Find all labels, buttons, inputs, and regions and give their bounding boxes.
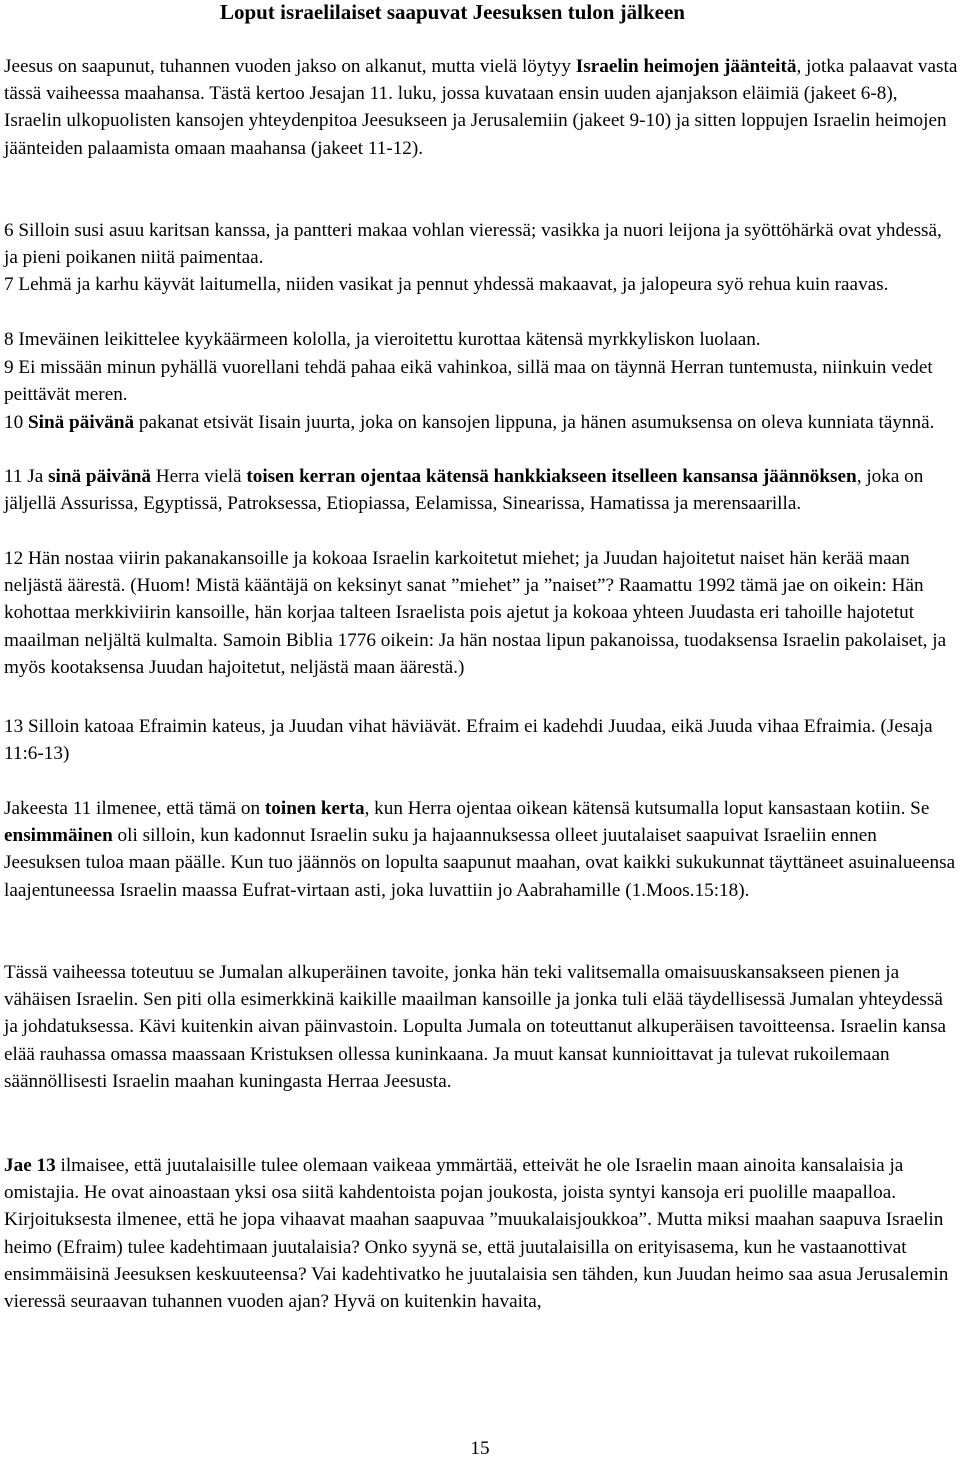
verse-9 (4, 354, 958, 408)
text-span: , jotka palaavat vasta tässä vaiheessa maahansa. Tästä kertoo Jesajan 11. luku, jossa kuvataan ensin uuden ajanjakson eläimiä (jakeet 6-8), Israelin ulkopuolisten kansojen yhteydenpitoa Jeesukseen ja Jerusalemiin (jakeet 9-10) ja sitten loppujen Israelin heimojen jäänteiden palaamista omaan maahansa (jakeet 11-12). (4, 56, 958, 159)
text-span: Herra vielä (150, 466, 247, 487)
text-span: , kun Herra ojentaa oikean kätensä kutsumalla loput kansastaan kotiin. Se (364, 798, 930, 819)
text-span: 8 Imeväinen leikittelee kyykäärmeen kololla, ja vieroitettu kurottaa kätensä myrkkyliskon luolaan. (4, 329, 761, 350)
text-span: 6 Silloin susi asuu karitsan kanssa, ja pantteri makaa vohlan vieressä; vasikka ja nuori leijona ja syöttöhärkä ovat yhdessä, ja pieni poikanen niitä paimentaa. (4, 220, 942, 269)
verse-6 (4, 217, 958, 271)
intro-paragraph (4, 53, 958, 162)
verse-10 (4, 409, 958, 436)
text-span: pakanat etsivät Iisain juurta, joka on kansojen lippuna, ja hänen asumuksensa on oleva kunniata täynnä. (134, 412, 935, 433)
text-span: 10 (4, 412, 28, 433)
page-number: 15 (470, 1438, 490, 1459)
text-span: 7 Lehmä ja karhu käyvät laitumella, niiden vasikat ja pennut yhdessä makaavat, ja jalopeura syö rehua kuin raavas. (4, 274, 889, 295)
text-span: Tässä vaiheessa toteutuu se Jumalan alkuperäinen tavoite, jonka hän teki valitsemalla omaisuuskansakseen pienen ja vähäisen Israelin. Sen piti olla esimerkkinä kaikille maailman kansoille ja jonka tuli elää täydellisessä Jumalan yhteydessä ja johdatuksessa. Kävi kuitenkin aivan päinvastoin. Lopulta Jumala on toteuttanut alkuperäisen tavoitteensa. Israelin kansa elää rauhassa omassa maassaan Kristuksen ollessa kuninkaana. Ja muut kansat kunnioittavat ja tulevat rukoilemaan säännöllisesti Israelin maahan kuningasta Herraa Jeesusta. (4, 962, 947, 1092)
verse-11 (4, 463, 958, 517)
commentary-paragraph-1 (4, 795, 958, 904)
text-span: 12 Hän nostaa viirin pakanakansoille ja kokoaa Israelin karkoitetut miehet; ja Juudan hajoitetut naiset hän kerää maan neljästä äärestä. (Huom! Mistä kääntäjä on keksinyt sanat ”miehet” ja ”naiset”? Raamattu 1992 tämä jae on oikein: Hän kohottaa merkkiviirin kansoille, hän korjaa talteen Israelista pois ajetut ja kokoaa yhteen Juudasta eri tahoille hajotetut maailman neljältä kulmalta. Samoin Biblia 1776 oikein: Ja hän nostaa lipun pakanoissa, tuodaksensa Israelin pakolaiset, ja myös kootaksensa Juudan hajoitetut, neljästä maan äärestä.) (4, 548, 947, 678)
bold-text-span: ensimmäinen (4, 825, 113, 847)
text-span: 9 Ei missään minun pyhällä vuorellani tehdä pahaa eikä vahinkoa, sillä maa on täynnä Herran tuntemusta, niinkuin vedet peittävät meren. (4, 357, 933, 406)
text-span: ilmaisee, että juutalaisille tulee olemaan vaikeaa ymmärtää, etteivät he ole Israelin maan ainoita kansalaisia ja omistajia. He ovat ainoastaan yksi osa siitä kahdentoista pojan joukosta, joista syntyi kansoja eri puolille maapalloa. Kirjoituksesta ilmenee, että he jopa vihaavat maahan saapuvaa ”muukalaisjoukkoa”. Mutta miksi maahan saapuva Israelin heimo (Efraim) tulee kadehtimaan juutalaisia? Onko syynä se, että juutalaisilla on erityisasema, kun he vastaanottivat ensimmäisinä Jeesuksen keskuuteensa? Vai kadehtivatko he juutalaisia sen tähden, kun Juudan heimo saa asua Jerusalemin vieressä seuraavan tuhannen vuoden ajan? Hyvä on kuitenkin havaita, (4, 1155, 949, 1313)
verse-13 (4, 713, 958, 767)
verse-8 (4, 326, 958, 353)
bold-text-span: Israelin heimojen jäänteitä (575, 56, 797, 77)
text-span: Jeesus on saapunut, tuhannen vuoden jakso on alkanut, mutta vielä löytyy (4, 56, 576, 77)
bold-text-span: Jae 13 (4, 1155, 56, 1176)
text-span: Jakeesta 11 ilmenee, että tämä on (4, 798, 265, 819)
text-span: 11 Ja (4, 466, 49, 487)
commentary-paragraph-2 (4, 959, 958, 1095)
verse-12 (4, 545, 958, 681)
bold-text-span: Sinä päivänä (27, 412, 135, 433)
bold-text-span: toinen kerta (264, 798, 365, 819)
commentary-paragraph-3 (4, 1152, 958, 1315)
text-span: 13 Silloin katoaa Efraimin kateus, ja Juudan vihat häviävät. Efraim ei kadehdi Juudaa, eikä Juuda vihaa Efraimia. (Jesaja 11:6-13) (4, 716, 933, 765)
text-span: , joka on jäljellä Assurissa, Egyptissä, Patroksessa, Etiopiassa, Eelamissa, Sinearissa, Hamatissa ja merensaarilla. (4, 466, 924, 515)
bold-text-span: toisen kerran ojentaa kätensä hankkiakseen itselleen kansansa jäännöksen (246, 466, 857, 487)
bold-text-span: sinä päivänä (48, 466, 151, 487)
page-title: Loput israelilaiset saapuvat Jeesuksen tulon jälkeen (220, 0, 685, 24)
verse-7 (4, 271, 958, 298)
text-span: oli silloin, kun kadonnut Israelin suku ja hajaannuksessa olleet juutalaiset saapuivat Israeliin ennen Jeesuksen tuloa maan päälle. Kun tuo jäännös on lopulta saapunut maahan, ovat kaikki sukukunnat täyttäneet asuinalueensa laajentuneessa Israelin maassa Eufrat-virtaan asti, joka luvattiin jo Aabrahamille (1.Moos.15:18). (4, 825, 956, 901)
